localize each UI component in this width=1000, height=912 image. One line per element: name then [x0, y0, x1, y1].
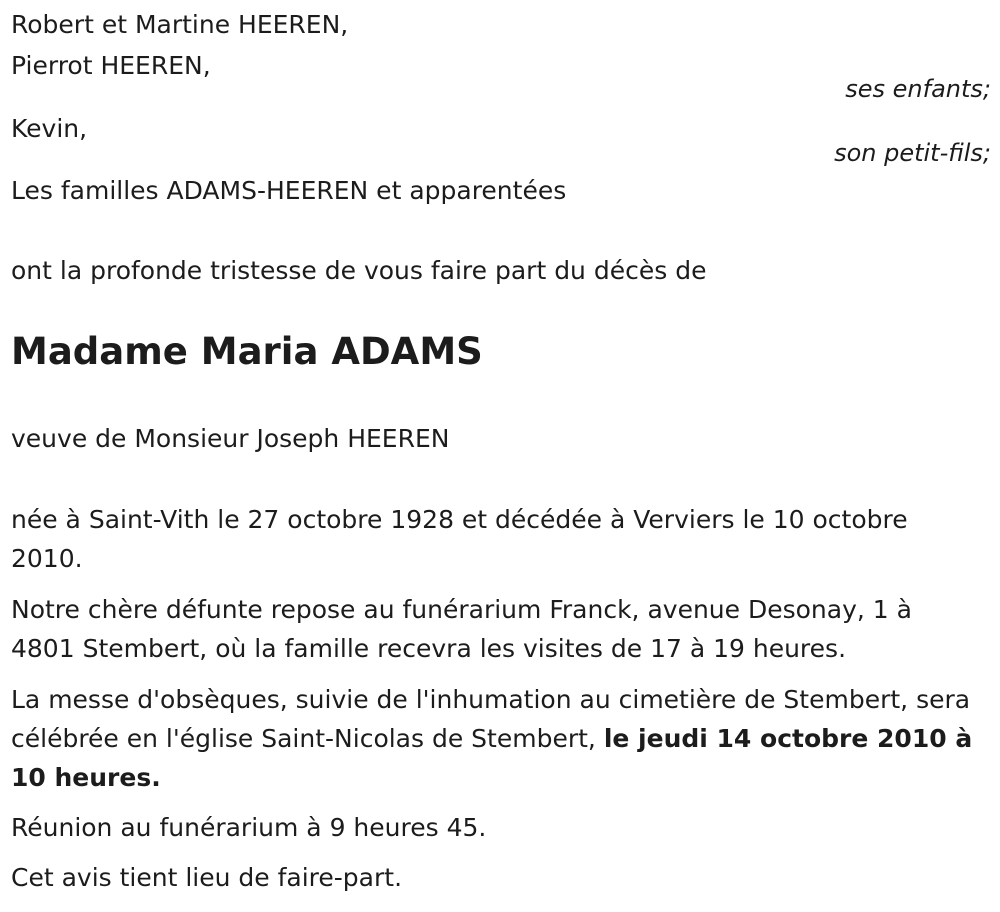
deceased-name: Madame Maria ADAMS	[11, 330, 483, 373]
mass-intro-text: La messe d'obsèques, suivie de l'inhumation au cimetière de Stembert, sera célébrée en l'église Saint-Nicolas de Stembert,	[11, 685, 971, 753]
mass-paragraph	[11, 680, 976, 797]
announcement-line: ont la profonde tristesse de vous faire part du décès de	[11, 256, 707, 285]
families-line: Les familles ADAMS-HEEREN et apparentées	[11, 176, 567, 205]
mass-date-text: le jeudi 14 octobre 2010 à 10 heures.	[11, 724, 973, 792]
obituary-notice	[11, 0, 991, 912]
widow-line: veuve de Monsieur Joseph HEEREN	[11, 424, 450, 453]
notice-line: Cet avis tient lieu de faire-part.	[11, 863, 403, 892]
grandchild-role: son petit-fils;	[834, 139, 991, 167]
children-role: ses enfants;	[845, 75, 991, 103]
children-line-1: Robert et Martine HEEREN,	[11, 10, 349, 39]
children-line-2: Pierrot HEEREN,	[11, 51, 211, 80]
birth-death-paragraph: née à Saint-Vith le 27 octobre 1928 et décédée à Verviers le 10 octobre 2010.	[11, 505, 908, 573]
grandchild-line: Kevin,	[11, 114, 88, 143]
meeting-line: Réunion au funérarium à 9 heures 45.	[11, 813, 487, 842]
rest-paragraph: Notre chère défunte repose au funérarium Franck, avenue Desonay, 1 à 4801 Stembert, où la famille recevra les visites de 17 à 19 heures.	[11, 595, 912, 663]
